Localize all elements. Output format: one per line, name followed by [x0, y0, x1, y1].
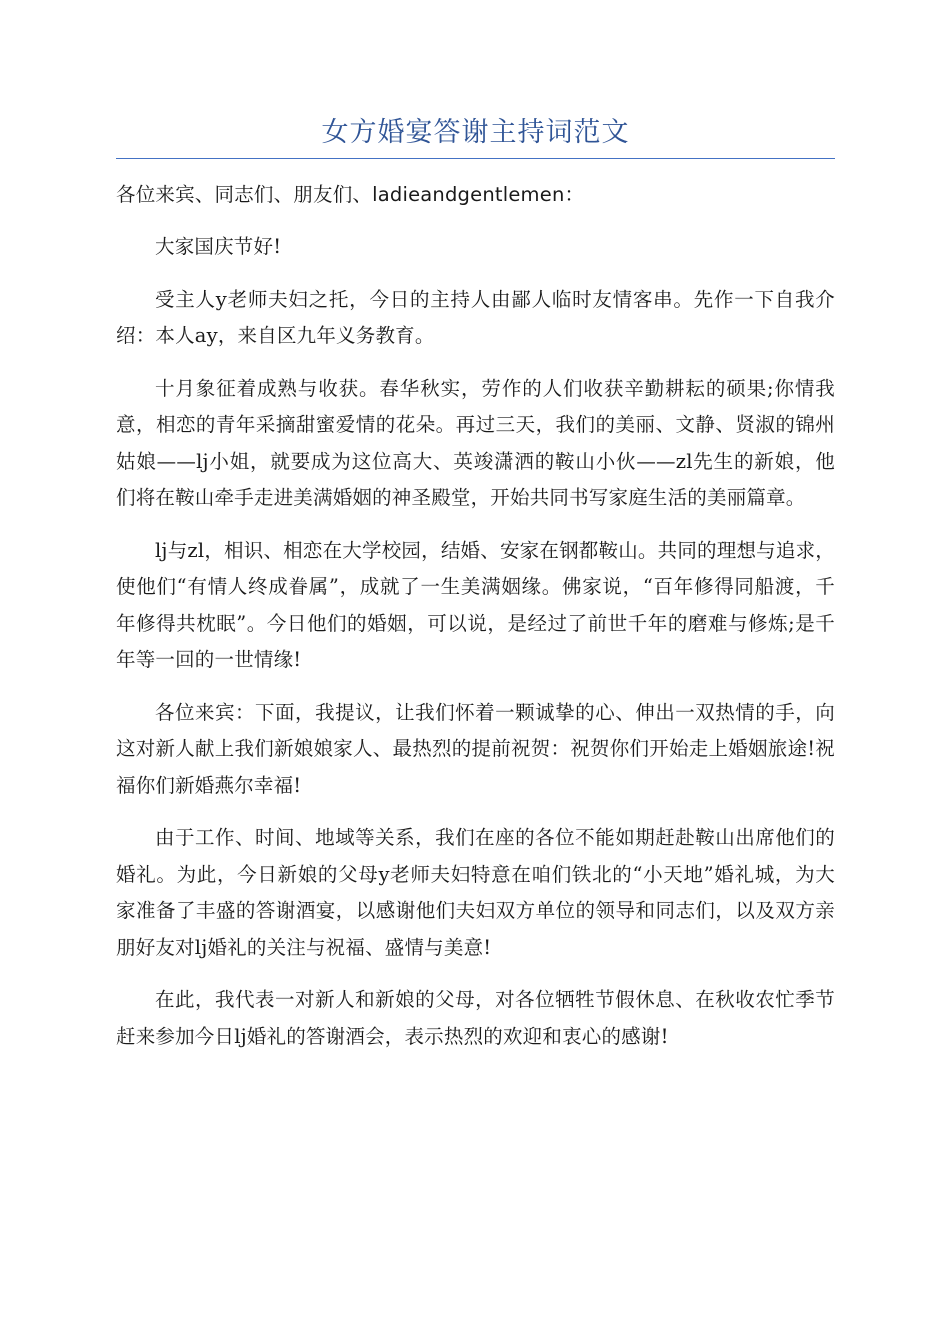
- paragraph-couple: lj与zl，相识、相恋在大学校园，结婚、安家在钢都鞍山。共同的理想与追求，使他们“有情人终成眷属”，成就了一生美满姻缘。佛家说，“百年修得同船渡，千年修得共枕眠”。今日他们的婚姻，可以说，是经过了前世千年的磨难与修炼;是千年等一回的一世情缘!: [116, 538, 835, 671]
- paragraph-october: 十月象征着成熟与收获。春华秋实，劳作的人们收获辛勤耕耘的硕果;你情我意，相恋的青年采摘甜蜜爱情的花朵。再过三天，我们的美丽、文静、贤淑的锦州姑娘——lj小姐，就要成为这位高大、英竣潇洒的鞍山小伙——zl先生的新娘，他们将在鞍山牵手走进美满婚姻的神圣殿堂，开始共同书写家庭生活的美丽篇章。: [116, 376, 835, 509]
- document-page: [116, 100, 835, 1055]
- paragraph-greeting: 大家国庆节好!: [155, 235, 282, 258]
- salutation-english: ladieandgentlemen: [372, 183, 565, 206]
- paragraph-introduction: 受主人y老师夫妇之托，今日的主持人由鄙人临时友情客串。先作一下自我介绍：本人ay，来自区九年义务教育。: [116, 287, 835, 347]
- paragraph-banquet: 由于工作、时间、地域等关系，我们在座的各位不能如期赶赴鞍山出席他们的婚礼。为此，今日新娘的父母y老师夫妇特意在咱们铁北的“小天地”婚礼城，为大家准备了丰盛的答谢酒宴，以感谢他们夫妇双方单位的领导和同志们，以及双方亲朋好友对lj婚礼的关注与祝福、盛情与美意!: [116, 826, 835, 959]
- paragraph-congratulations: 各位来宾：下面，我提议，让我们怀着一颗诚挚的心、伸出一双热情的手，向这对新人献上我们新娘娘家人、最热烈的提前祝贺：祝贺你们开始走上婚姻旅途!祝福你们新婚燕尔幸福!: [116, 700, 835, 797]
- salutation-colon: ：: [564, 183, 585, 206]
- page-title: 女方婚宴答谢主持词范文: [116, 100, 835, 159]
- paragraph-thanks: 在此，我代表一对新人和新娘的父母，对各位牺牲节假休息、在秋收农忙季节赶来参加今日lj婚礼的答谢酒会，表示热烈的欢迎和衷心的感谢!: [116, 988, 835, 1048]
- salutation-chinese: 各位来宾、同志们、朋友们、: [116, 183, 373, 206]
- salutation: [116, 177, 835, 213]
